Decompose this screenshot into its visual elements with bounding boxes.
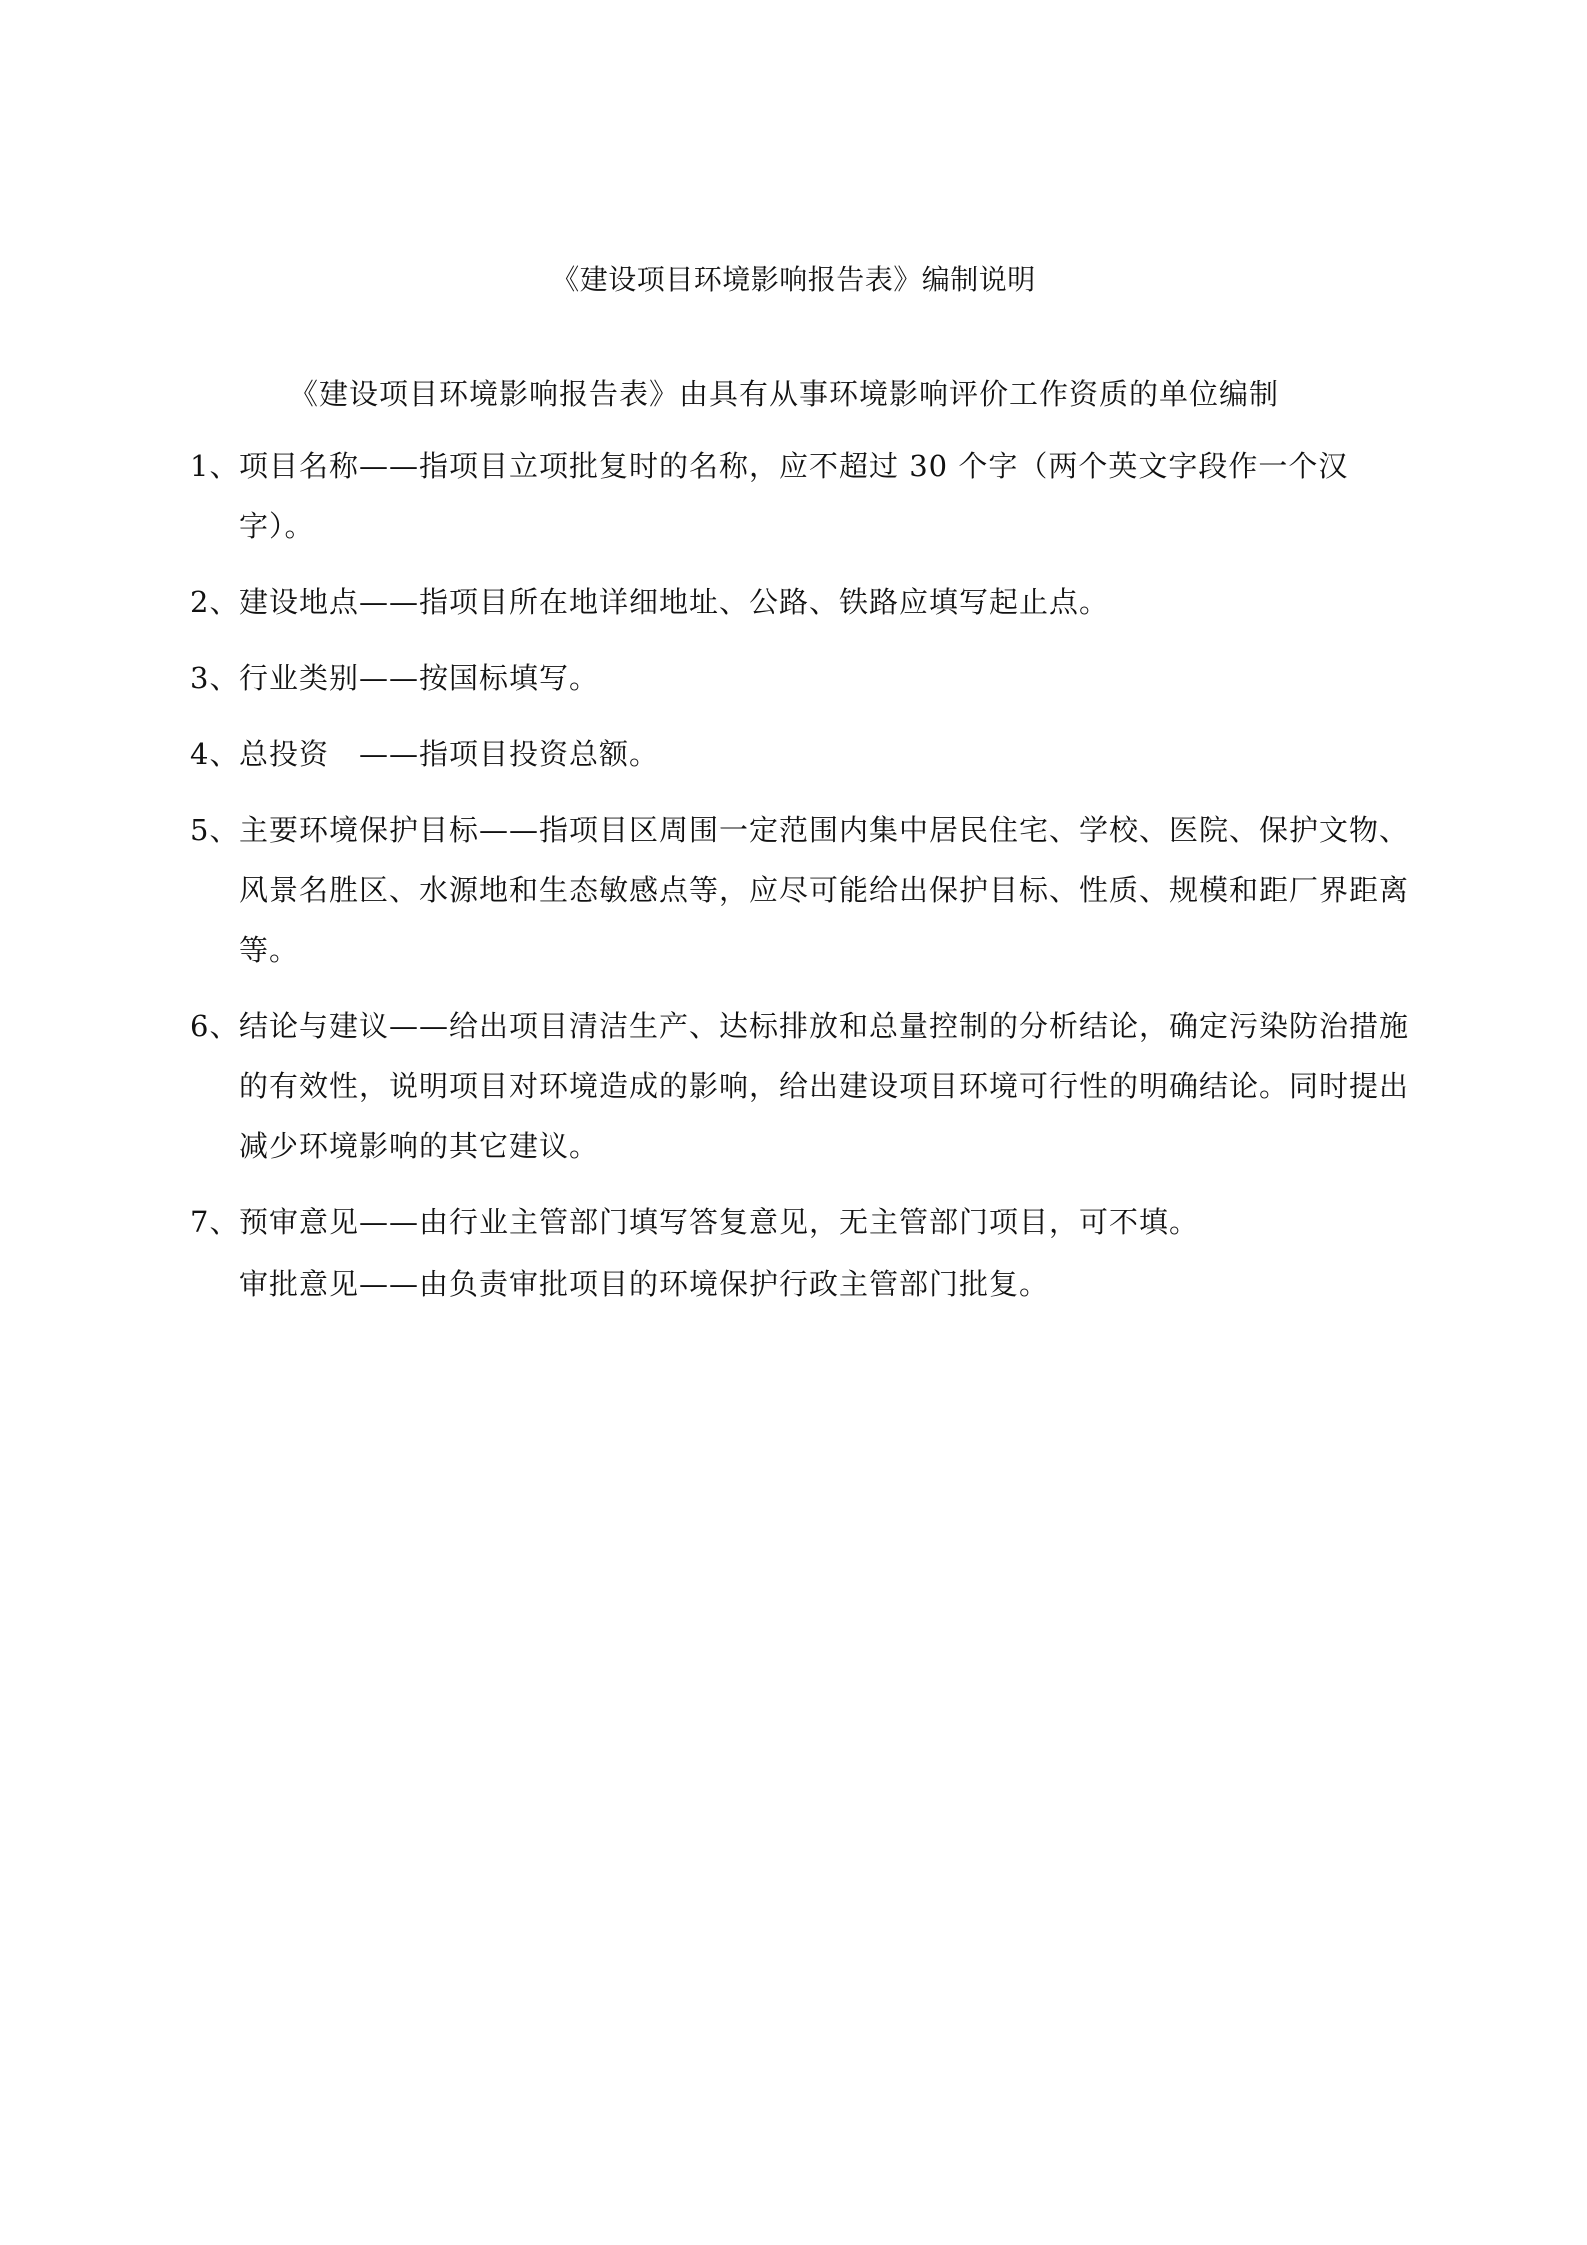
approval-opinion-note: 审批意见——由负责审批项目的环境保护行政主管部门批复。 bbox=[239, 1267, 1050, 1301]
list-item-number: 6、 bbox=[190, 1009, 240, 1043]
list-item-2 bbox=[190, 572, 1410, 632]
list-item-text: 行业类别——按国标填写。 bbox=[239, 661, 600, 695]
list-item-text: 主要环境保护目标——指项目区周围一定范围内集中居民住宅、学校、医院、保护文物、风景名胜区、水源地和生态敏感点等，应尽可能给出保护目标、性质、规模和距厂界距离等。 bbox=[239, 813, 1410, 967]
list-item-text: 结论与建议——给出项目清洁生产、达标排放和总量控制的分析结论，确定污染防治措施的有效性，说明项目对环境造成的影响，给出建设项目环境可行性的明确结论。同时提出减少环境影响的其它建议。 bbox=[239, 1009, 1410, 1163]
list-item-text: 预审意见——由行业主管部门填写答复意见，无主管部门项目，可不填。 bbox=[239, 1205, 1200, 1239]
list-item-7 bbox=[190, 1192, 1410, 1252]
list-item-number: 3、 bbox=[190, 661, 240, 695]
list-item-number: 1、 bbox=[190, 449, 240, 483]
list-item-4 bbox=[190, 724, 1410, 784]
list-item-5 bbox=[190, 800, 1410, 980]
list-item-3 bbox=[190, 648, 1410, 708]
list-item-text: 项目名称——指项目立项批复时的名称，应不超过 30 个字（两个英文字段作一个汉字）。 bbox=[239, 449, 1349, 543]
instruction-list bbox=[190, 436, 1410, 1314]
list-item-number: 5、 bbox=[190, 813, 240, 847]
list-item-number: 4、 bbox=[190, 737, 240, 771]
list-item-6 bbox=[190, 996, 1410, 1176]
list-item-1 bbox=[190, 436, 1410, 556]
list-item-number: 7、 bbox=[190, 1205, 240, 1239]
document-title: 《建设项目环境影响报告表》编制说明 bbox=[551, 263, 1036, 296]
list-item-number: 2、 bbox=[190, 585, 240, 619]
intro-paragraph: 《建设项目环境影响报告表》由具有从事环境影响评价工作资质的单位编制 bbox=[289, 377, 1280, 411]
list-item-text: 总投资 ——指项目投资总额。 bbox=[239, 737, 660, 771]
list-item-text: 建设地点——指项目所在地详细地址、公路、铁路应填写起止点。 bbox=[239, 585, 1110, 619]
